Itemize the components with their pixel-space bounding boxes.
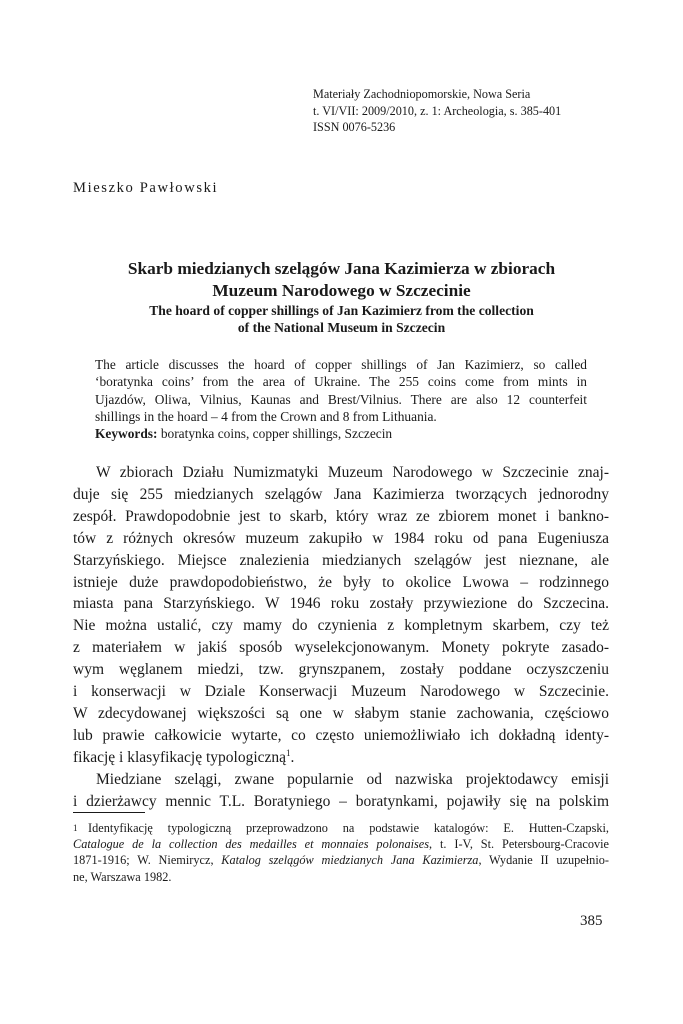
title-english-line-1: The hoard of copper shillings of Jan Kazimierz from the collection — [149, 303, 534, 318]
title-polish-line-1: Skarb miedzianych szelągów Jana Kazimierza w zbiorach — [127, 259, 556, 278]
catalogue-title: Catalogue de la collection des medailles et monnaies polonaises — [73, 837, 430, 852]
journal-issn: ISSN 0076-5236 — [313, 120, 396, 134]
body-line: Starzyńskiego. Miejsce znalezienia miedzianych szelągów jest nieznane, ale — [73, 551, 609, 569]
catalogue-title: Katalog szelągów miedzianych Jana Kazimierza — [221, 853, 479, 868]
body-line: zespół. Prawdopodobnie jest to skarb, który wraz ze zbiorem monet i bankno- — [73, 507, 609, 525]
body-line: Nie można ustalić, czy mamy do czynienia z kompletnym skarbem, czy też — [73, 617, 609, 635]
keywords-line — [95, 425, 587, 442]
journal-info — [313, 86, 643, 136]
footnote-number: 1 — [73, 823, 78, 833]
footnote-reference[interactable]: 1 — [286, 747, 291, 758]
footnote-line: ne, Warszawa 1982. — [73, 869, 172, 884]
abstract-line: The article discusses the hoard of copper shillings of Jan Kazimierz, so called — [95, 357, 587, 372]
page-number: 385 — [580, 913, 603, 929]
abstract-line: Ujazdów, Oliwa, Vilnius, Kaunas and Brest/Vilnius. There are also 12 counterfeit — [95, 391, 587, 407]
body-line: W zbiorach Działu Numizmatyki Muzeum Narodowego w Szczecinie znaj- — [96, 464, 609, 481]
body-line: fikację i klasyfikację typologiczną — [73, 748, 287, 766]
body-line-with-footnote: fikację i klasyfikację typologiczną$^1$. — [73, 747, 295, 766]
keywords-label: Keywords: — [95, 426, 158, 442]
body-line: miasta pana Starzyńskiego. W 1946 roku zostały przywiezione do Szczecina. — [73, 595, 609, 613]
title-block — [70, 258, 613, 336]
footnote-line: Identyfikację typologiczną przeprowadzono na podstawie katalogów: E. Hutten-Czapski, — [88, 821, 609, 835]
footnote-text: , Wydanie II uzupełnio- — [478, 853, 609, 868]
body-line: i dzierżawcy mennic T.L. Boratyniego – boratynkami, pojawiły się na polskim — [73, 792, 609, 810]
footnote — [73, 820, 609, 885]
body-line: i konserwacji w Dziale Konserwacji Muzeum Narodowego w Szczecinie. — [73, 683, 609, 701]
title-polish-line-2: Muzeum Narodowego w Szczecinie — [212, 281, 471, 300]
body-line: tów z różnych okresów muzeum zakupiło w 1984 roku od pana Eugeniusza — [73, 529, 609, 547]
body-line: lub prawie całkowicie wytarte, co często uniemożliwiało ich dokładną identy- — [73, 726, 609, 744]
footnote-line — [73, 836, 609, 852]
author-name: Mieszko Pawłowski — [73, 180, 219, 196]
footnote-text: , t. I-V, St. Petersbourg-Cracovie — [429, 837, 610, 852]
body-line: W zdecydowanej większości są one w słabym stanie zachowania, częściowo — [73, 704, 609, 722]
journal-line-1: Materiały Zachodniopomorskie, Nowa Seria — [313, 87, 531, 101]
abstract-line: shillings in the hoard – 4 from the Crown and 8 from Lithuania. — [95, 408, 437, 424]
footnote-text: 1871-1916; W. Niemirycz, — [73, 853, 222, 868]
body-line: duje się 255 miedzianych szelągów Jana Kazimierza tworzących jednorodny — [73, 485, 609, 503]
footnote-line — [73, 852, 609, 868]
body-line: istnieje duże prawdopodobieństwo, że były to okolice Lwowa – rodzinnego — [73, 573, 609, 591]
keywords-value: boratynka coins, copper shillings, Szczecin — [157, 426, 393, 442]
abstract — [95, 356, 587, 442]
abstract-line: ‘boratynka coins’ from the area of Ukraine. The 255 coins come from mints in — [95, 374, 587, 390]
journal-line-2: t. VI/VII: 2009/2010, z. 1: Archeologia, s. 385-401 — [313, 103, 562, 118]
body-line: Miedziane szelągi, zwane popularnie od nazwiska projektodawcy emisji — [96, 770, 609, 788]
body-line: wym węglanem miedzi, tzw. grynszpanem, zostały poddane oczyszczeniu — [73, 661, 609, 679]
body-line: z materiałem w jakiś sposób wyselekcjonowanym. Monety pokryte zasado- — [73, 639, 609, 657]
footnote-divider — [73, 812, 145, 813]
body-text — [73, 462, 609, 813]
title-english-line-2: of the National Museum in Szczecin — [237, 320, 446, 335]
